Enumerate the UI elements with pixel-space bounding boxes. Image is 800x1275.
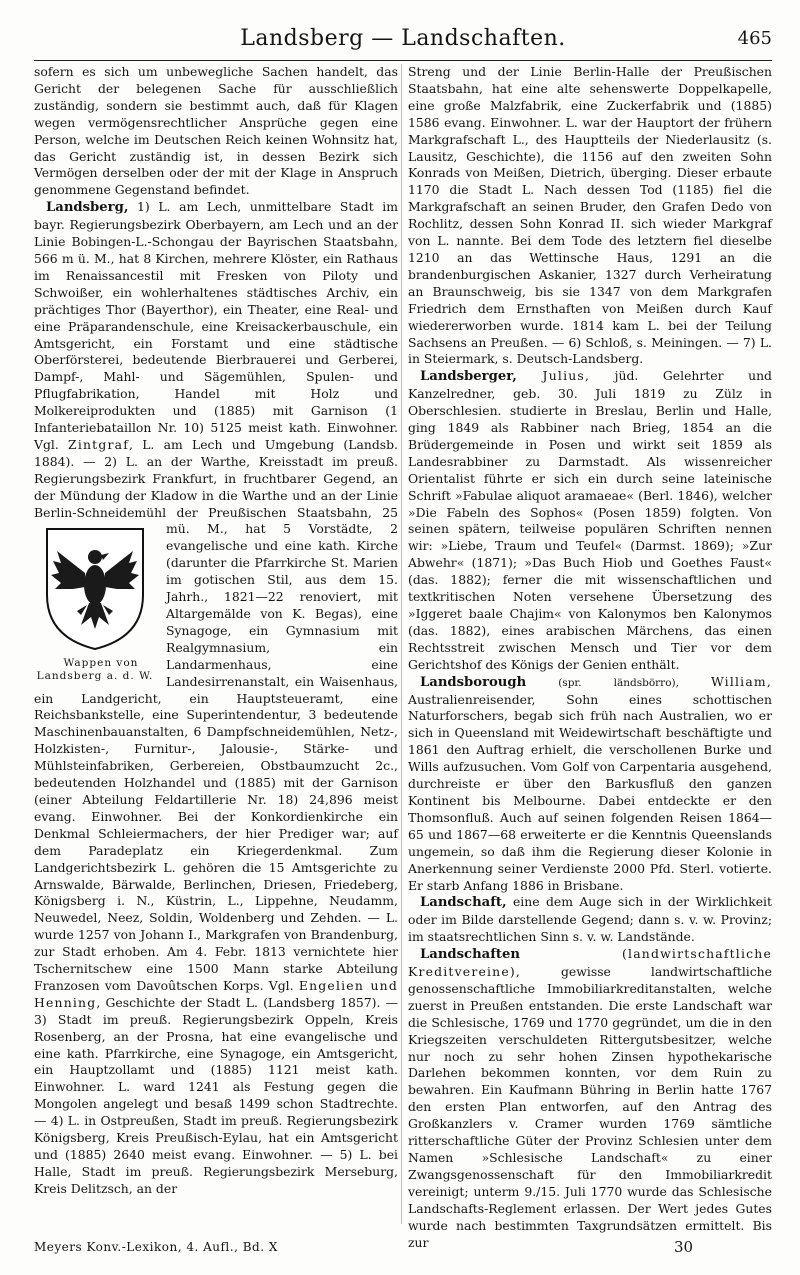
headword: Landschaft, bbox=[420, 895, 507, 911]
entry-text-a: , L. am Lech und Umgebung (Landsb. 1884). — 2) L. an der Warthe, Kreisstadt im preuß. Regierungsbezirk Frankfurt, in fruchtbarer Gegend, an der Mündung der Kladow in die Warthe und an der Linie Berlin-Schneidemühl der Preußischen Wappen von Landsberg a. d. W. Staatsbahn, 25 mü. M., hat 5 Vorstädte, 2 evangelische und eine kath. Kirche (darunter die Pfarrkirche St. Marien im gotischen Stil, aus dem 15. Jahrh., 1821—22 renoviert, mit Altargemälde von K. Begas), eine Synagoge, ein Gymnasium mit Realgymnasium, ein Landarmenhaus, eine Landesirrenanstalt, ein Waisenhaus, ein Landgericht, ein Hauptsteueramt, eine Reichsbankstelle, eine Superintendentur, 3 bedeutende Maschinenbauanstalten, 6 Dampfschneidemühlen, Netz-, Holzkisten-, Furnitur-, Jalousie-, Stärke- und Mühlsteinfabriken, Gerbereien, Obstbaumzucht 2c., bedeutenden Holzhandel und (1885) mit der Garnison (einer Abteilung Feldartillerie Nr. 18) 24,896 meist evang. Einwohner. Bei der Konkordienkirche ein Denkmal Schleiermachers, der hier Prediger war; auf dem Paradeplatz ein Kriegerdenkmal. Zum Landgerichtsbezirk L. gehören die 15 Amtsgerichte zu Arnswalde, Bärwalde, Berlinchen, Driesen, Friedeberg, Königsberg i. N., Küstrin, L., Lippehne, Neudamm, Neuwedel, Neez, Soldin, Woldenberg und Zehden. — L. wurde 1257 von Johann I., Markgrafen von Brandenburg, zur Stadt erhoben. Am 4. Febr. 1813 vernichtete hier Tschernitschew eine 1500 Mann starke Abteilung Franzosen vom Davoûtschen Korps. Vgl. bbox=[34, 436, 398, 993]
running-title: Landsberg — Landschaften. bbox=[240, 26, 566, 51]
headword: Landsberg, bbox=[46, 200, 129, 216]
eagle-shield-icon bbox=[43, 525, 147, 653]
page-header bbox=[34, 26, 772, 56]
headword: Landsberger, bbox=[420, 369, 517, 385]
header-rule bbox=[34, 60, 772, 61]
paragraph-continuation: sofern es sich um unbewegliche Sachen handelt, das Gericht der belegenen Sache für ausschließlich zuständig, sondern sie bestimmt auch, daß für Klagen wegen vermögensrechtlicher Ansprüche gegen eine Person, welche im Deutschen Reich keinen Wohnsitz hat, das Gericht zuständig ist, in dessen Bezirk sich Vermögen derselben oder der mit der Klage in Anspruch genommene Gegenstand befindet. bbox=[34, 64, 398, 198]
signature-mark: 30 bbox=[674, 1238, 694, 1256]
figure-caption: Wappen von Landsberg a. d. W. bbox=[36, 657, 154, 683]
left-column bbox=[34, 64, 398, 1229]
column-divider bbox=[401, 64, 402, 1224]
entry-landschaften: Landschaften (landwirtschaftliche Kreditvereine), gewisse landwirtschaftliche genossenschaftliche Immobiliarkreditanstalten, welche zuerst in Preußen entstanden. Die erste Landschaft war die Schlesische, 1769 und 1770 gegründet, um die in den Kriegszeiten verschuldeten Rittergutsbesitzer, welche nur noch zu sehr hohen Zinsen hypothekarische Darlehen bekommen konnten, vor dem Ruin zu bewahren. Ein Kaufmann Bühring in Berlin hatte 1767 den ersten Plan entworfen, auf den Antrag des Großkanzlers v. Cramer wurden 1769 sämtliche ritterschaftliche Güter der Provinz Schlesien unter dem Namen »Schlesische Landschaft« zu einer Zwangsgenossenschaft für den Immobiliarkredit vereinigt; unterm 9./15. Juli 1770 wurde das Schlesische Landschafts-Reglement erlassen. Der Wert jedes Gutes wurde nach bestimmten Taxgrundsätzen ermittelt. Bis zur bbox=[408, 946, 772, 1250]
entry-landsberger: Landsberger, Julius, jüd. Gelehrter und Kanzelredner, geb. 30. Juli 1819 zu Zülz in Oberschlesien. studierte in Breslau, Berlin und Halle, ging 1849 als Rabbiner nach Brieg, 1854 an die Brüdergemeinde in Posen und wirkt seit 1859 als Landesrabbiner zu Darmstadt. Als wissenreicher Orientalist führte er sich ein durch seine lateinische Schrift »Fabulae aliquot aramaeae« (Berl. 1846), welcher »Die Fabeln des Sophos« (Posen 1859) folgten. Von seinen spätern, teilweise populären Schriften nennen wir: »Liebe, Traum und Teufel« (Darmst. 1869); »Zur Abwehr« (1871); »Das Buch Hiob und Goethes Faust« (das. 1882); ferner die mit wissenschaftlichen und textkritischen Noten versehene Übersetzung des »Iggeret baale Chajim« von Kalonymos ben Kalonymos (das. 1882), eines arabischen Märchens, das einen Rechtsstreit zwischen Mensch und Tier vor dem Gerichtshof des Königs der Genien enthält. bbox=[408, 368, 772, 672]
coat-of-arms-figure bbox=[34, 525, 156, 683]
page-number: 465 bbox=[737, 28, 772, 49]
headword: Landsborough bbox=[420, 674, 527, 690]
entry-landsborough: Landsborough (spr. ländsbörro), William, Australienreisender, Sohn eines schottischen Naturforschers, begab sich früh nach Australien, wo er sich in Queensland mit Weidewirtschaft beschäftigte und 1861 den Auftrag erhielt, die verschollenen Burke und Wills aufzusuchen. Vom Golf von Carpentaria ausgehend, durchreiste er über den Barkusfluß den ganzen Kontinent bis Melbourne. Dabei entdeckte er den Thomsonfluß. Auch auf seinen folgenden Reisen 1864—65 und 1867—68 erweiterte er die Kenntnis Queenslands ungemein, so daß ihm die Regierung dieser Kolonie in Anerkennung seiner Verdienste 2000 Pfd. Sterl. votierte. Er starb Anfang 1886 in Brisbane. bbox=[408, 673, 772, 893]
paragraph-continuation: Streng und der Linie Berlin-Halle der Preußischen Staatsbahn, hat eine alte sehenswerte Doppelkapelle, eine große Malzfabrik, eine Zuckerfabrik und (1885) 1586 evang. Einwohner. L. war der Hauptort der frühern Markgrafschaft L., des Hauptteils der Niederlausitz (s. Lausitz, Geschichte), die 1156 auf den zweiten Sohn Konrads von Meißen, Dietrich, überging. Dieser erbaute 1170 die Stadt L. Nach dessen Tod (1185) fiel die Markgrafschaft an seinen Bruder, den Grafen Dedo von Rochlitz, dessen Sohn Konrad II. sich wieder Markgraf von L. nannte. Bei dem Tode des letztern fiel dieselbe 1210 an das Wettinsche Haus, 1291 an die brandenburgischen Askanier, 1327 durch Verheiratung an Braunschweig, bis sie 1347 von dem Markgrafen Friedrich dem Ernsthaften von Meißen durch Kauf wiedererworben wurde. 1814 kam L. bei der Teilung Sachsens an Preußen. — 6) Schloß, s. Meiningen. — 7) L. in Steiermark, s. Deutsch-Landsberg. bbox=[408, 64, 772, 367]
page-footer bbox=[34, 1240, 772, 1260]
headword: Landschaften bbox=[420, 947, 520, 963]
entry-landschaft: Landschaft, eine dem Auge sich in der Wirklichkeit oder im Bilde darstellende Gegend; dann s. v. w. Provinz; im staatsrechtlichen Sinn s. v. w. Landstände. bbox=[408, 894, 772, 945]
right-column bbox=[408, 64, 772, 1250]
source-line: Meyers Konv.-Lexikon, 4. Aufl., Bd. X bbox=[34, 1240, 278, 1254]
entry-landsberg: Landsberg, 1) L. am Lech, unmittelbare Stadt im bayr. Regierungsbezirk Oberbayern, am Lech und an der Linie Bobingen-L.-Schongau der Bayrischen Staatsbahn, 566 m ü. M., hat 8 Kirchen, mehrere Klöster, ein Rathaus im Renaissancestil mit Fresken von Piloty und Schwoißer, ein wohlerhaltenes städtisches Archiv, ein prächtiges Thor (Bayerthor), ein Theater, eine Real- und eine Präparandenschule, eine Kreisackerbauschule, ein Amtsgericht, ein Forstamt und eine städtische Oberförsterei, bedeutende Bierbrauerei und Gerberei, Dampf-, Mahl- und Sägemühlen, Spulen- und Pflugfabrikation, Handel mit Holz und Molkereiprodukten und (1885) mit Garnison (1 Infanteriebataillon Nr. 10) 5125 meist kath. Einwohner. Vgl. Zintgraf, L. am Lech und Umgebung (Landsb. 1884). — 2) L. an der Warthe, Kreisstadt im preuß. Regierungsbezirk Frankfurt, in fruchtbarer Gegend, an der Mündung der Kladow in die Warthe und an der Linie Berlin-Schneidemühl der Preußischen Wappen von Landsberg a. d. W. Staatsbahn, 25 mü. M., hat 5 Vorstädte, 2 evangelische und eine kath. Kirche (darunter die Pfarrkirche St. Marien im gotischen Stil, aus dem 15. Jahrh., 1821—22 renoviert, mit Altargemälde von K. Begas), eine Synagoge, ein Gymnasium mit Realgymnasium, ein Landarmenhaus, eine Landesirrenanstalt, ein Waisenhaus, ein Landgericht, ein Hauptsteueramt, eine Reichsbankstelle, eine Superintendentur, 3 bedeutende Maschinenbauanstalten, 6 Dampfschneidemühlen, Netz-, Holzkisten-, Furnitur-, Jalousie-, Stärke- und Mühlsteinfabriken, Gerbereien, Obstbaumzucht 2c., bedeutenden Holzhandel und (1885) mit der Garnison (einer Abteilung Feldartillerie Nr. 18) 24,896 meist evang. Einwohner. Bei der Konkordienkirche ein Denkmal Schleiermachers, der hier Prediger war; auf dem Paradeplatz ein Kriegerdenkmal. Zum Landgerichtsbezirk L. gehören die 15 Amtsgerichte zu Arnswalde, Bärwalde, Berlinchen, Driesen, Friedeberg, Königsberg i. N., Küstrin, L., Lippehne, Neudamm, Neuwedel, Neez, Soldin, Woldenberg und Zehden. — L. wurde 1257 von Johann I., Markgrafen von Brandenburg, zur Stadt erhoben. Am 4. Febr. 1813 vernichtete hier Tschernitschew eine 1500 Mann starke Abteilung Franzosen vom Davoûtschen Korps. Vgl. Engelien und Henning, Geschichte der Stadt L. (Landsberg 1857). — 3) Stadt im preuß. Regierungsbezirk Oppeln, Kreis Rosenberg, an der Prosna, hat eine evangelische und eine kath. Pfarrkirche, eine Synagoge, ein Amtsgericht, ein Hauptzollamt und (1885) 1121 meist kath. Einwohner. L. ward 1241 als Festung gegen die Mongolen angelegt und besaß 1499 schon Stadtrechte. — 4) L. in Ostpreußen, Stadt im preuß. Regierungsbezirk Königsberg, Kreis Preußisch-Eylau, hat ein Amtsgericht und (1885) 2640 meist evang. Einwohner. — 5) L. bei Halle, Stadt im preuß. Regierungsbezirk Merseburg, Kreis Delitzsch, an der bbox=[34, 199, 398, 1196]
